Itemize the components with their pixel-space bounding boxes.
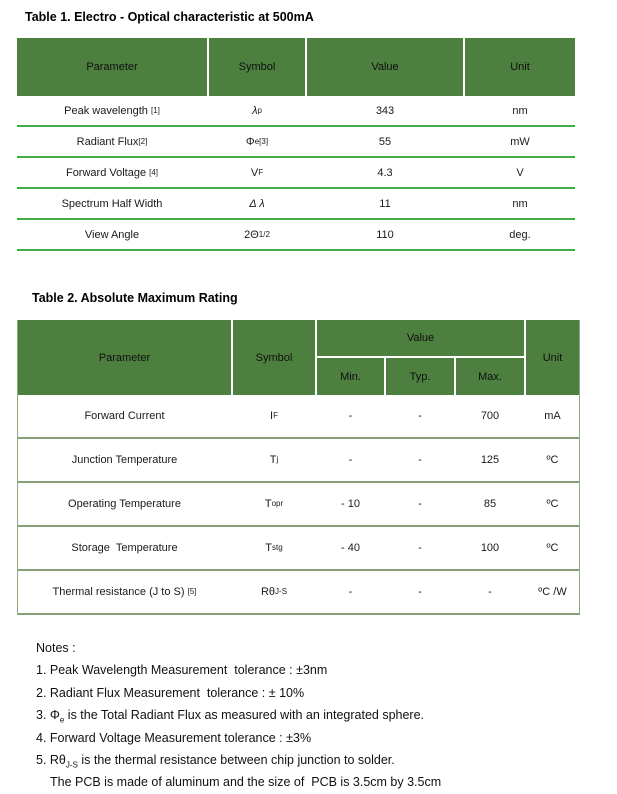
symbol-cell: λ p <box>252 104 262 117</box>
table1 <box>17 38 575 251</box>
table1-header-row <box>17 38 575 96</box>
unit-cell: ºC <box>546 454 559 466</box>
table-row <box>18 395 579 439</box>
parameter-cell: Storage Temperature <box>71 542 178 554</box>
min-cell: - 40 <box>341 542 360 554</box>
value-cell: 4.3 <box>377 166 393 179</box>
table2-header-unit: Unit <box>526 320 579 395</box>
max-cell: - <box>488 586 492 598</box>
table-row <box>18 439 579 483</box>
symbol-cell: Rθ J-S <box>260 586 288 598</box>
table-row <box>17 96 575 127</box>
table2-header-max: Max. <box>456 358 524 395</box>
max-cell: 85 <box>483 498 497 510</box>
value-cell: 55 <box>378 135 392 148</box>
table2-header-value: Value <box>317 320 524 356</box>
symbol-cell: 2Θ 1/2 <box>244 228 270 241</box>
parameter-cell: Radiant Flux [2] <box>76 135 148 148</box>
parameter-cell: Forward Voltage [4] <box>65 166 159 179</box>
max-cell: 125 <box>480 454 500 466</box>
parameter-cell: Peak wavelength [1] <box>64 104 160 117</box>
unit-cell: nm <box>512 104 528 117</box>
table2-header-parameter: Parameter <box>18 320 231 395</box>
note-item: 3. $\Phi_e$ is the Total Radiant Flux as measured with an integrated sphere. <box>36 708 425 725</box>
table-row <box>18 571 579 613</box>
symbol-cell: T opr <box>264 498 284 510</box>
table2-header <box>18 320 579 395</box>
table-row <box>17 158 575 189</box>
table2-body <box>18 395 579 613</box>
unit-cell: ºC <box>546 542 559 554</box>
table1-header-unit: Unit <box>465 38 575 96</box>
value-cell: 110 <box>376 228 394 241</box>
table-row <box>17 220 575 251</box>
note-item: 1. Peak Wavelength Measurement tolerance : ±3nm <box>36 663 328 678</box>
parameter-cell: Forward Current <box>84 410 165 422</box>
min-cell: - <box>348 410 353 422</box>
table2 <box>17 320 580 615</box>
parameter-cell: Operating Temperature <box>68 498 181 510</box>
notes-list <box>36 659 441 793</box>
parameter-cell: Thermal resistance (J to S) [5] <box>52 586 197 598</box>
table2-header-symbol: Symbol <box>233 320 315 395</box>
table1-body <box>17 96 575 251</box>
note-item: 5. $R\theta_{J-S}$ is the thermal resistance between chip junction to solder. <box>36 753 395 770</box>
value-cell: 343 <box>375 104 395 117</box>
unit-cell: ºC /W <box>538 586 567 598</box>
typ-cell: - <box>418 454 422 466</box>
parameter-cell: Spectrum Half Width <box>61 197 163 210</box>
table1-header-parameter: Parameter <box>17 38 207 96</box>
unit-cell: mA <box>544 410 561 422</box>
table-row <box>18 483 579 527</box>
unit-cell: V <box>516 166 524 179</box>
table1-header-value: Value <box>307 38 463 96</box>
notes-section <box>36 637 441 794</box>
symbol-cell: Δ λ <box>249 197 265 210</box>
max-cell: 100 <box>480 542 500 554</box>
typ-cell: - <box>418 586 422 598</box>
symbol-cell: Φ e [3] <box>245 135 269 148</box>
table-row <box>17 189 575 220</box>
unit-cell: nm <box>512 197 528 210</box>
typ-cell: - <box>418 498 422 510</box>
table1-header-symbol: Symbol <box>209 38 305 96</box>
min-cell: - <box>348 454 353 466</box>
unit-cell: deg. <box>509 228 531 241</box>
table1-title: Table 1. Electro - Optical characteristic at 500mA <box>25 10 314 24</box>
value-cell: 11 <box>379 197 391 210</box>
table-row <box>18 527 579 571</box>
table2-title: Table 2. Absolute Maximum Rating <box>32 291 238 305</box>
symbol-cell: T j <box>269 454 279 466</box>
parameter-cell: View Angle <box>84 228 140 241</box>
unit-cell: mW <box>510 135 530 148</box>
min-cell: - <box>348 586 353 598</box>
table2-header-typ: Typ. <box>386 358 454 395</box>
parameter-cell: Junction Temperature <box>71 454 178 466</box>
note-item: 2. Radiant Flux Measurement tolerance : ± 10% <box>36 685 305 700</box>
max-cell: 700 <box>480 410 500 422</box>
symbol-cell: I F <box>270 410 278 422</box>
symbol-cell: V F <box>250 166 264 179</box>
note-item: 4. Forward Voltage Measurement tolerance : ±3% <box>36 730 312 745</box>
min-cell: - 10 <box>341 498 360 510</box>
table2-header-min: Min. <box>317 358 384 395</box>
table-row <box>17 127 575 158</box>
typ-cell: - <box>418 542 422 554</box>
note-item: The PCB is made of aluminum and the size of PCB is 3.5cm by 3.5cm <box>50 775 442 790</box>
notes-label: Notes : <box>36 641 76 655</box>
symbol-cell: T stg <box>265 542 283 554</box>
unit-cell: ºC <box>546 498 559 510</box>
typ-cell: - <box>418 410 422 422</box>
